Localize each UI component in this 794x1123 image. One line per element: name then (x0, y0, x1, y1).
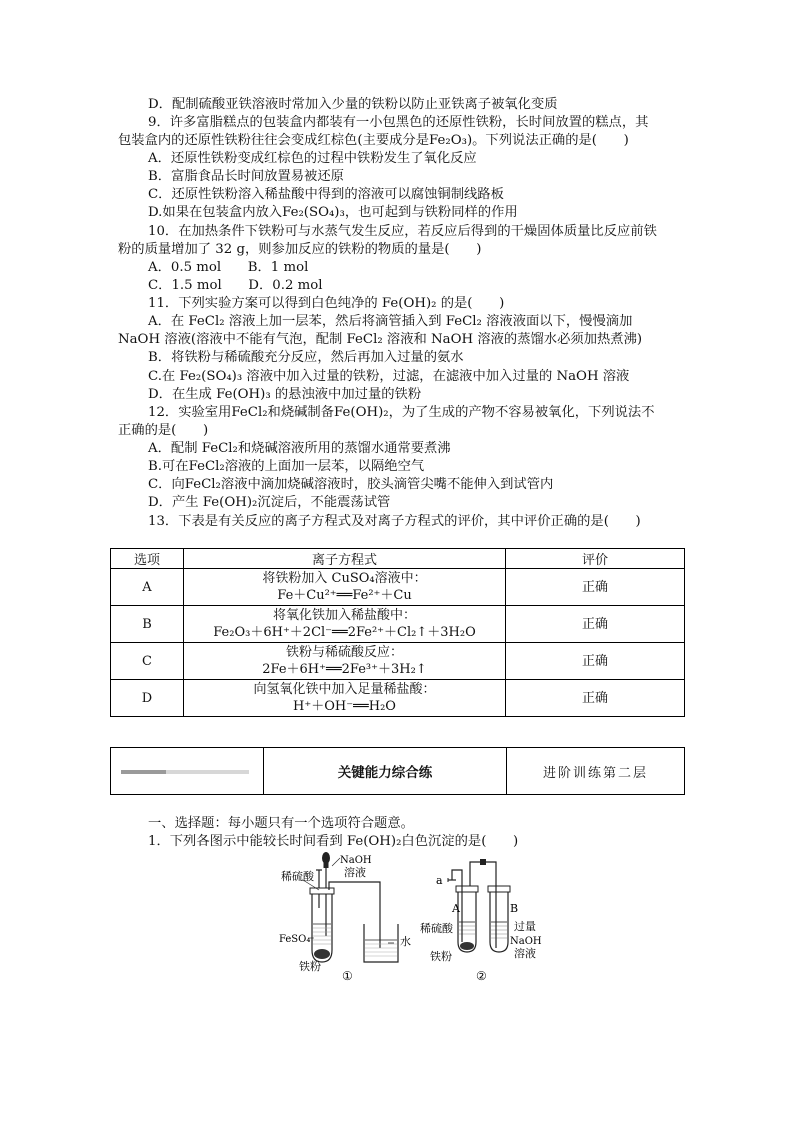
test-tube-icon (310, 888, 334, 962)
part-title: 一、选择题：每小题只有一个选项符合题意。 (148, 816, 414, 831)
fig2-label-acid: 稀硫酸 (420, 922, 453, 935)
q9-option-a: A．还原性铁粉变成红棕色的过程中铁粉发生了氧化反应 (148, 151, 477, 166)
test-tube-b-icon (488, 886, 510, 952)
row-equation (184, 680, 506, 717)
q12-option-b: B.可在FeCl₂溶液的上面加一层苯，以隔绝空气 (148, 459, 425, 474)
q10-stem-cont: 粉的质量增加了 32 g，则参加反应的铁粉的物质的量是( ) (118, 242, 482, 257)
row-desc: 铁粉与稀硫酸反应： (285, 645, 403, 660)
q9-option-c: C．还原性铁粉溶入稀盐酸中得到的溶液可以腐蚀铜制线路板 (148, 187, 504, 202)
q11-option-d: D．在生成 Fe(OH)₃ 的悬浊液中加过量的铁粉 (148, 387, 422, 402)
fig1-label-water: 水 (400, 935, 411, 948)
row-eq: H⁺＋OH⁻══H₂O (293, 699, 396, 714)
row-eval: 正确 (506, 569, 685, 606)
section-header-band (110, 747, 685, 795)
row-option: D (111, 680, 184, 717)
fig1-label-iron: 铁粉 (299, 960, 321, 973)
q1-stem: 1．下列各图示中能较长时间看到 Fe(OH)₂白色沉淀的是( ) (148, 834, 519, 849)
q10-stem: 10．在加热条件下铁粉可与水蒸气发生反应，若反应后得到的干燥固体质量比反应前铁 (148, 224, 657, 239)
row-equation (184, 643, 506, 680)
row-eval: 正确 (506, 680, 685, 717)
section-title: 关键能力综合练 (264, 748, 507, 794)
row-option: C (111, 643, 184, 680)
q9-option-d: D.如果在包装盒内放入Fe₂(SO₄)₃，也可起到与铁粉同样的作用 (148, 205, 518, 220)
q11-option-c: C.在 Fe₂(SO₄)₃ 溶液中加入过量的铁粉，过滤，在滤液中加入过量的 NaOH 溶液 (148, 369, 630, 384)
progress-cell (111, 748, 264, 794)
fig1-label-acid: 稀硫酸 (281, 870, 314, 883)
q10-options-ab: A．0.5 mol B．1 mol (148, 260, 309, 275)
fig2-label-tube-b: B (510, 902, 519, 915)
q13-stem: 13．下表是有关反应的离子方程式及对离子方程式的评价，其中评价正确的是( ) (148, 514, 641, 529)
fig2-label-excess: 过量 (514, 920, 536, 933)
figure-2-apparatus (420, 852, 552, 983)
beaker-icon (364, 924, 398, 962)
table-row (111, 606, 685, 643)
q12-option-c: C．向FeCl₂溶液中滴加烧碱溶液时，胶头滴管尖嘴不能伸入到试管内 (148, 477, 554, 492)
q12-stem-cont: 正确的是( ) (118, 423, 209, 438)
fig2-label-tube-a: A (452, 902, 460, 915)
row-equation (184, 606, 506, 643)
ion-equation-table (110, 548, 685, 717)
q8-option-d: D．配制硫酸亚铁溶液时常加入少量的铁粉以防止亚铁离子被氧化变质 (148, 97, 558, 112)
q12-stem: 12．实验室用FeCl₂和烧碱制备Fe(OH)₂，为了生成的产物不容易被氧化，下列说法不 (148, 405, 655, 420)
row-eq: 2Fe＋6H⁺══2Fe³⁺＋3H₂↑ (262, 662, 427, 677)
table-row (111, 680, 685, 717)
row-equation (184, 569, 506, 606)
q9-option-b: B．富脂食品长时间放置易被还原 (148, 169, 344, 184)
q9-stem: 9．许多富脂糕点的包装盒内都装有一小包黑色的还原性铁粉，长时间放置的糕点，其 (148, 115, 649, 130)
fig2-number: ② (476, 969, 487, 983)
row-option: A (111, 569, 184, 606)
q12-option-a: A．配制 FeCl₂和烧碱溶液所用的蒸馏水通常要煮沸 (148, 441, 451, 456)
section-level: 进阶训练第二层 (542, 765, 648, 781)
row-eval: 正确 (506, 606, 685, 643)
fig1-label-feso4: FeSO₄ (279, 934, 311, 945)
test-tube-a-icon (456, 886, 478, 952)
fig1-label-solution: 溶液 (344, 866, 366, 879)
header-eval: 评价 (506, 549, 685, 569)
q11-option-b: B．将铁粉与稀硫酸充分反应，然后再加入过量的氨水 (148, 350, 464, 365)
q11-option-a: A．在 FeCl₂ 溶液上加一层苯，然后将滴管插入到 FeCl₂ 溶液液面以下，慢慢滴加 (148, 314, 633, 329)
table-row (111, 569, 685, 606)
row-option: B (111, 606, 184, 643)
clamp-icon (480, 859, 486, 865)
row-eq: Fe₂O₃＋6H⁺＋2Cl⁻══2Fe²⁺＋Cl₂↑＋3H₂O (213, 625, 476, 640)
q11-option-a-cont: NaOH 溶液(溶液中不能有气泡，配制 FeCl₂ 溶液和 NaOH 溶液的蒸馏水必须加热煮沸) (118, 332, 643, 347)
header-equation: 离子方程式 (184, 549, 506, 569)
figure-1-apparatus (276, 850, 418, 982)
fig2-label-a: a (436, 874, 443, 887)
fig2-label-solution: 溶液 (514, 947, 536, 960)
q11-stem: 11．下列实验方案可以得到白色纯净的 Fe(OH)₂ 的是( ) (148, 296, 505, 311)
row-desc: 向氢氧化铁中加入足量稀盐酸： (253, 682, 436, 697)
fig1-label-naoh: NaOH (340, 855, 372, 866)
fig2-label-naoh: NaOH (510, 936, 542, 947)
table-row (111, 643, 685, 680)
header-option: 选项 (111, 549, 184, 569)
progress-bar-fill (121, 770, 166, 774)
q10-options-cd: C．1.5 mol D．0.2 mol (148, 278, 323, 293)
fig2-label-iron: 铁粉 (430, 950, 452, 963)
q9-stem-cont: 包装盒内的还原性铁粉往往会变成红棕色(主要成分是Fe₂O₃)。下列说法正确的是( ) (118, 133, 629, 148)
fig1-number: ① (342, 969, 353, 983)
row-eq: Fe＋Cu²⁺══Fe²⁺＋Cu (277, 588, 412, 603)
q12-option-d: D．产生 Fe(OH)₂沉淀后，不能震荡试管 (148, 495, 391, 510)
row-desc: 将铁粉加入 CuSO₄溶液中： (262, 571, 427, 586)
progress-bar (121, 770, 249, 774)
row-eval: 正确 (506, 643, 685, 680)
row-desc: 将氧化铁加入稀盐酸中： (272, 608, 416, 623)
